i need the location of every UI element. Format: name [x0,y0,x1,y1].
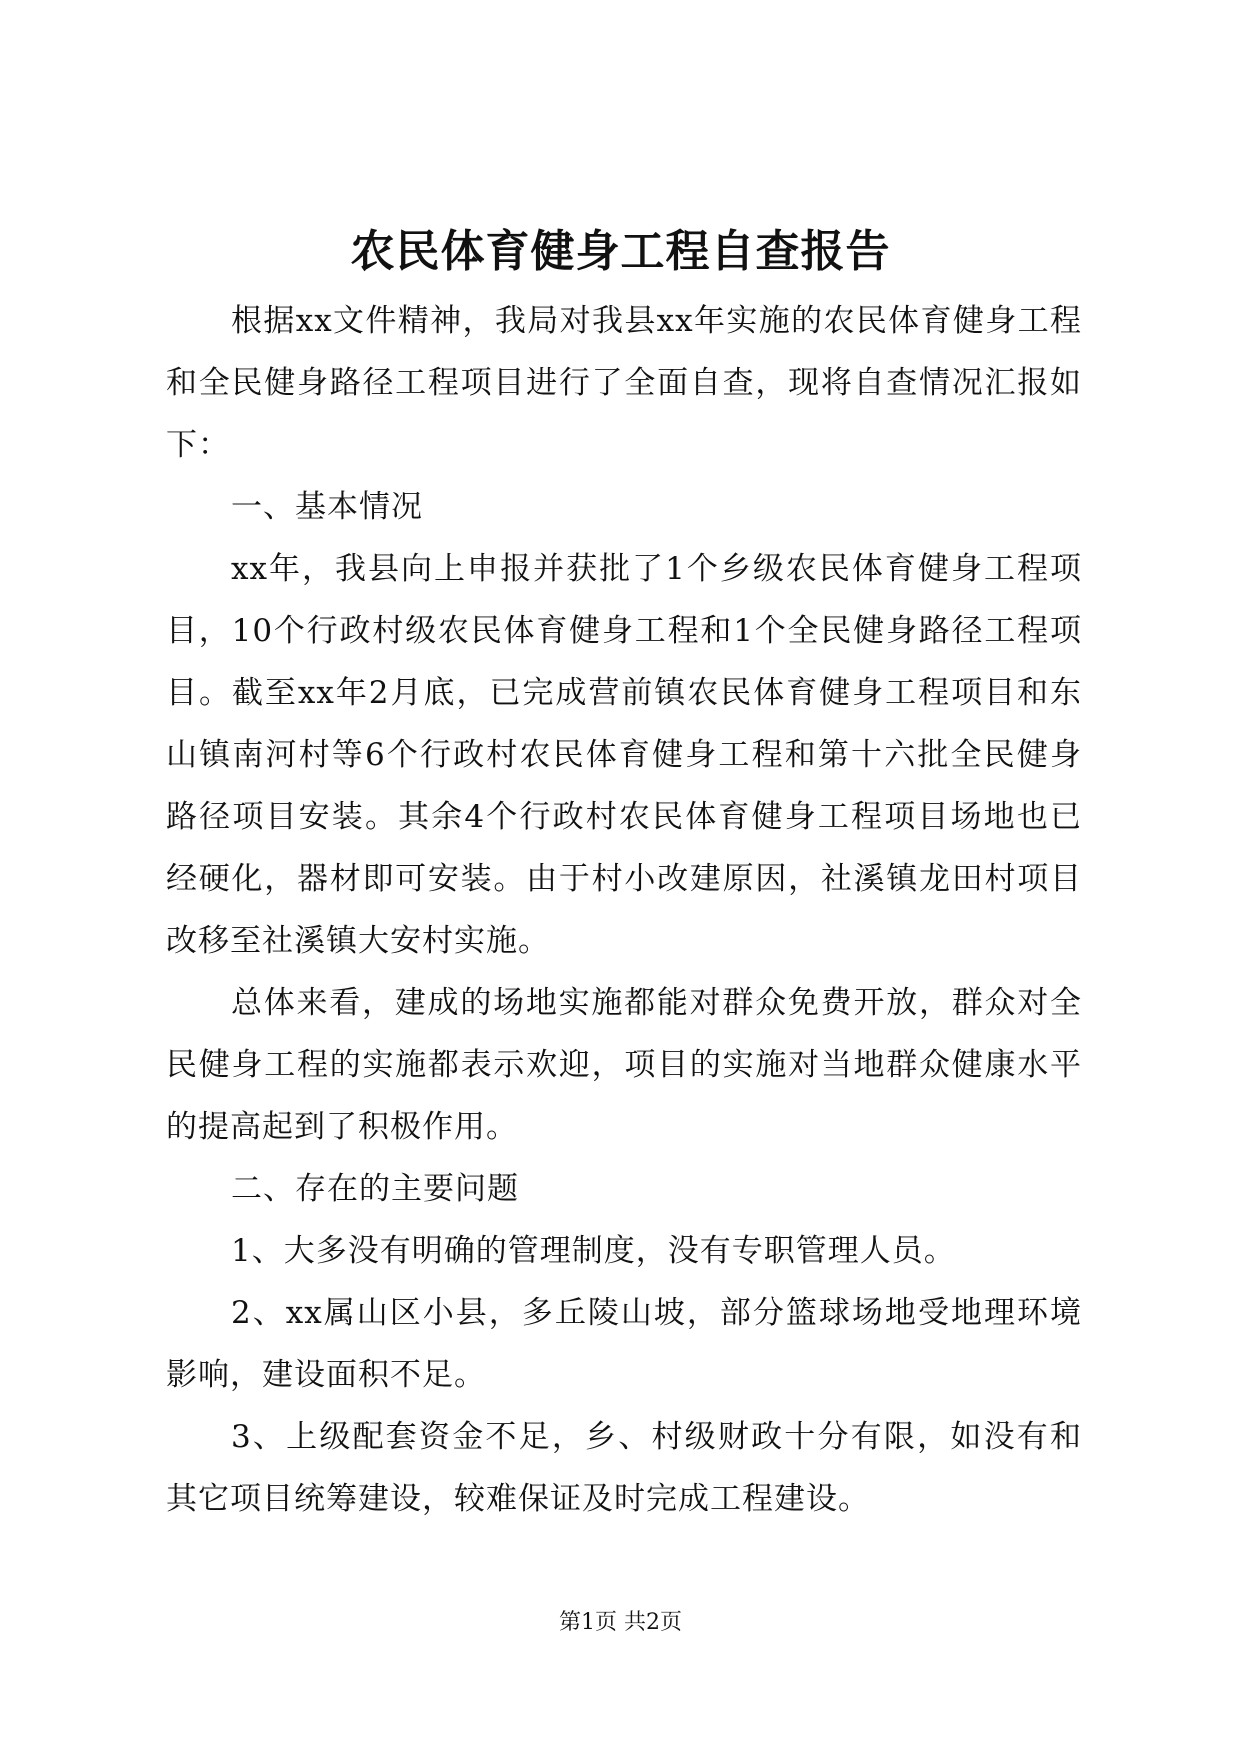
paragraph-overall-assessment: 总体来看，建成的场地实施都能对群众免费开放，群众对全民健身工程的实施都表示欢迎，项目的实施对当地群众健康水平的提高起到了积极作用。 [166,985,1082,1145]
paragraph-intro: 根据xx文件精神，我局对我县xx年实施的农民体育健身工程和全民健身路径工程项目进行了全面自查，现将自查情况汇报如下： [166,303,1082,463]
page-number-footer: 第1页 共2页 [559,1610,682,1635]
problem-item-3: 3、上级配套资金不足，乡、村级财政十分有限，如没有和其它项目统筹建设，较难保证及时完成工程建设。 [166,1419,1082,1517]
problem-item-1: 1、大多没有明确的管理制度，没有专职管理人员。 [231,1233,956,1269]
section-heading-basic-situation: 一、基本情况 [231,489,423,525]
section-heading-main-problems: 二、存在的主要问题 [231,1171,519,1207]
document-title: 农民体育健身工程自查报告 [350,226,891,277]
problem-item-2: 2、xx属山区小县，多丘陵山坡，部分篮球场地受地理环境影响，建设面积不足。 [166,1295,1082,1393]
document-body [166,290,1082,1530]
paragraph-basic-situation: xx年，我县向上申报并获批了1个乡级农民体育健身工程项目，10个行政村级农民体育健身工程和1个全民健身路径工程项目。截至xx年2月底，已完成营前镇农民体育健身工程项目和东山镇南河村等6个行政村农民体育健身工程和第十六批全民健身路径项目安装。其余4个行政村农民体育健身工程项目场地也已经硬化，器材即可安装。由于村小改建原因，社溪镇龙田村项目改移至社溪镇大安村实施。 [166,551,1082,959]
